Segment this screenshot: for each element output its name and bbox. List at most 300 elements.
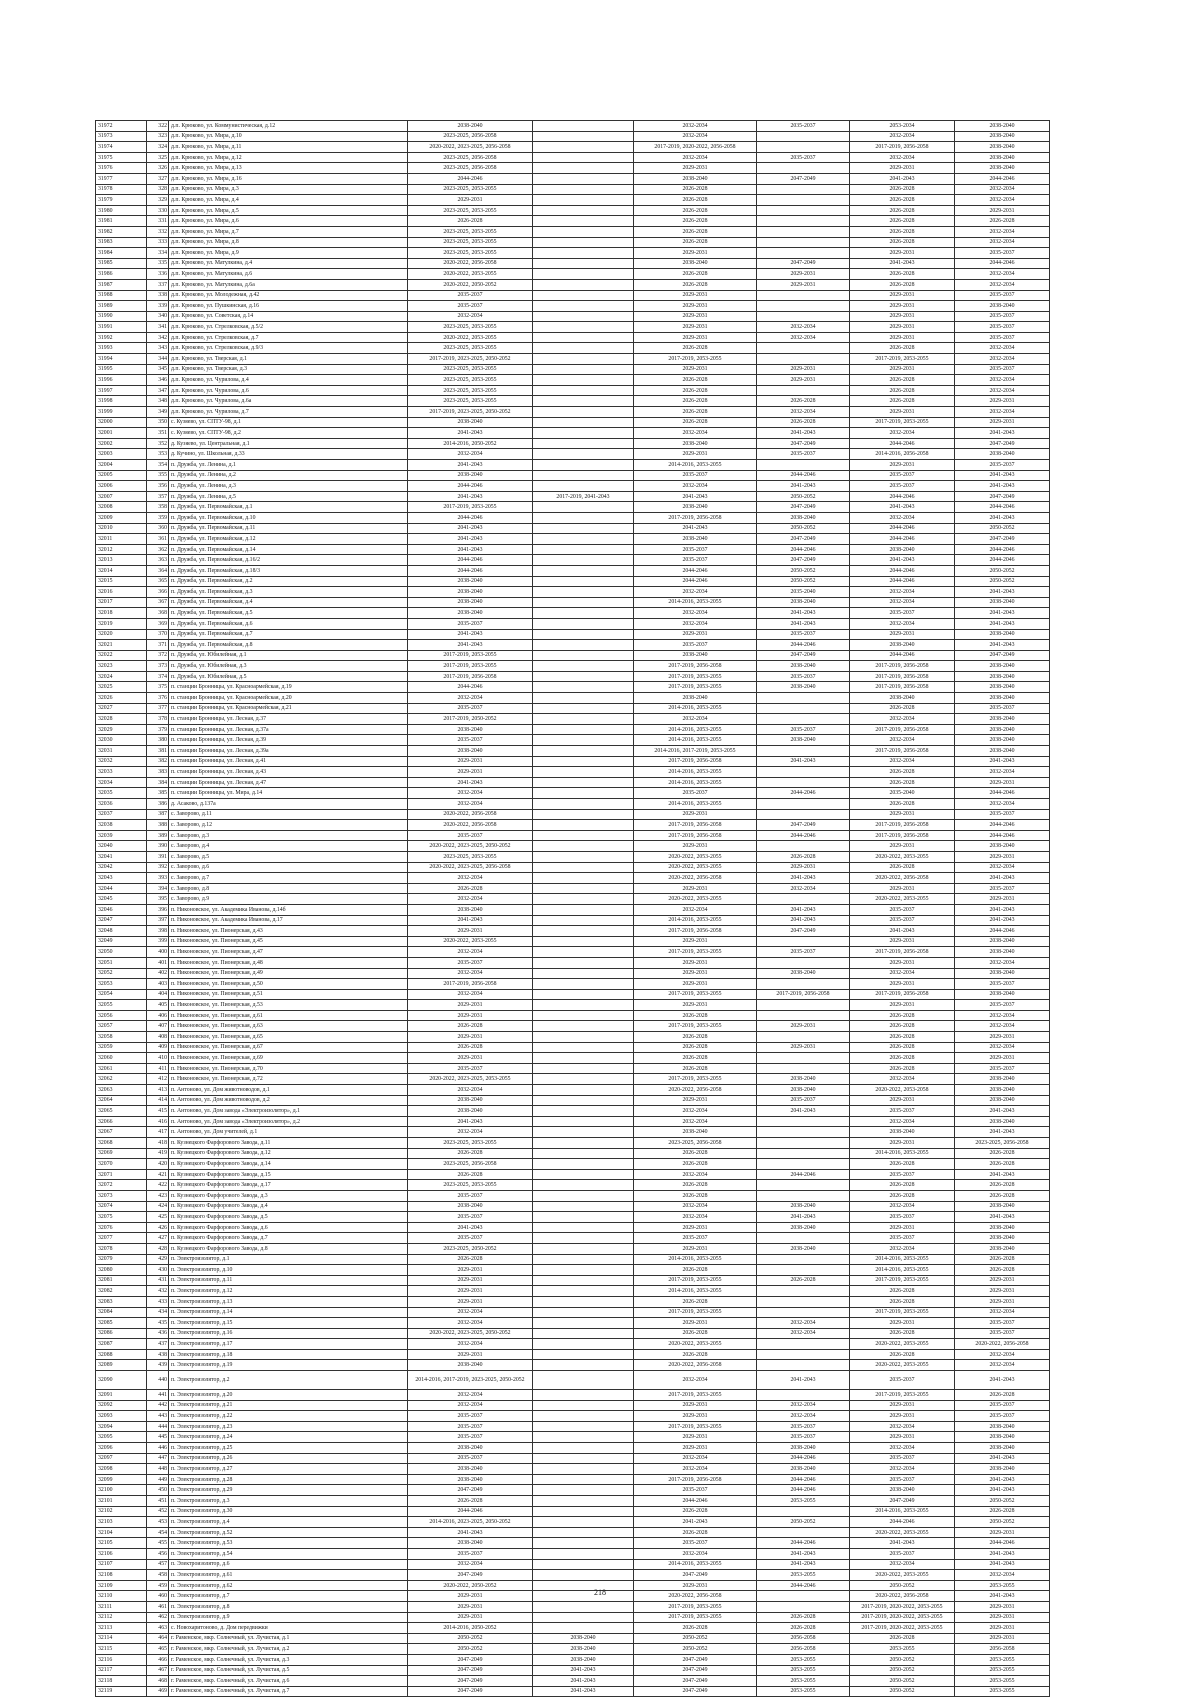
table-row <box>96 1233 1050 1244</box>
row-number-cell: 361 <box>147 534 169 545</box>
period-col-1-cell: 2032-2034 <box>408 989 533 1000</box>
period-col-1-cell: 2035-2037 <box>408 1421 533 1432</box>
period-col-5-cell: 2026-2028 <box>850 1349 955 1360</box>
period-col-1-cell: 2047-2049 <box>408 1485 533 1496</box>
period-col-2-cell <box>533 237 634 248</box>
address-cell: п. Дружба, ул. Первомайская, д.14 <box>169 544 408 555</box>
period-col-5-cell: 2041-2043 <box>850 502 955 513</box>
row-number-cell: 364 <box>147 565 169 576</box>
period-col-3-cell: 2029-2031 <box>634 957 757 968</box>
period-col-1-cell: 2020-2022, 2056-2058 <box>408 809 533 820</box>
period-col-2-cell <box>533 1212 634 1223</box>
period-col-4-cell: 2035-2037 <box>757 1421 850 1432</box>
row-id-cell: 32031 <box>96 746 147 757</box>
period-col-3-cell: 2017-2019, 2053-2055 <box>634 1275 757 1286</box>
period-col-4-cell: 2038-2040 <box>757 1085 850 1096</box>
period-col-3-cell: 2020-2022, 2056-2058 <box>634 1360 757 1371</box>
period-col-4-cell: 2041-2043 <box>757 618 850 629</box>
table-row <box>96 830 1050 841</box>
table-row <box>96 1517 1050 1528</box>
row-number-cell: 459 <box>147 1580 169 1591</box>
period-col-1-cell: 2023-2025, 2056-2058 <box>408 163 533 174</box>
row-number-cell: 404 <box>147 989 169 1000</box>
period-col-6-cell: 2044-2046 <box>955 544 1050 555</box>
period-col-5-cell: 2017-2019, 2056-2058 <box>850 682 955 693</box>
period-col-5-cell: 2014-2016, 2053-2055 <box>850 1265 955 1276</box>
period-col-3-cell: 2032-2034 <box>634 1116 757 1127</box>
period-col-6-cell: 2023-2025, 2056-2058 <box>955 1138 1050 1149</box>
period-col-4-cell <box>757 1190 850 1201</box>
row-number-cell: 331 <box>147 216 169 227</box>
period-col-5-cell: 2026-2028 <box>850 1328 955 1339</box>
row-id-cell: 32013 <box>96 555 147 566</box>
address-cell: п. Антоново, ул. Дом завода «Электроизолятор», д.1 <box>169 1106 408 1117</box>
row-number-cell: 394 <box>147 883 169 894</box>
period-col-2-cell <box>533 597 634 608</box>
row-number-cell: 332 <box>147 226 169 237</box>
address-cell: д.п. Крюково, ул. Мира, д.13 <box>169 163 408 174</box>
address-cell: п. Дружба, ул. Первомайская, д.8 <box>169 640 408 651</box>
period-col-4-cell: 2047-2049 <box>757 502 850 513</box>
period-col-5-cell: 2026-2028 <box>850 1032 955 1043</box>
period-col-1-cell: 2023-2025, 2053-2055 <box>408 396 533 407</box>
period-col-1-cell: 2032-2034 <box>408 1318 533 1329</box>
table-row <box>96 587 1050 598</box>
table-row <box>96 1485 1050 1496</box>
row-id-cell: 31984 <box>96 248 147 259</box>
period-col-6-cell: 2032-2034 <box>955 957 1050 968</box>
row-number-cell: 323 <box>147 131 169 142</box>
row-id-cell: 32002 <box>96 438 147 449</box>
period-col-3-cell: 2017-2019, 2053-2055 <box>634 1612 757 1623</box>
row-number-cell: 392 <box>147 862 169 873</box>
period-col-6-cell: 2035-2037 <box>955 332 1050 343</box>
row-number-cell: 397 <box>147 915 169 926</box>
period-col-6-cell: 2032-2034 <box>955 354 1050 365</box>
period-col-6-cell: 2038-2040 <box>955 1222 1050 1233</box>
table-row <box>96 1548 1050 1559</box>
period-col-3-cell: 2026-2028 <box>634 407 757 418</box>
period-col-2-cell <box>533 968 634 979</box>
period-col-1-cell: 2032-2034 <box>408 1127 533 1138</box>
period-col-1-cell: 2038-2040 <box>408 1106 533 1117</box>
address-cell: п. Дружба, ул. Первомайская, д.18/3 <box>169 565 408 576</box>
period-col-2-cell <box>533 809 634 820</box>
period-col-3-cell: 2029-2031 <box>634 332 757 343</box>
period-col-4-cell: 2035-2037 <box>757 1095 850 1106</box>
period-col-2-cell <box>533 248 634 259</box>
row-number-cell: 324 <box>147 142 169 153</box>
period-col-2-cell <box>533 904 634 915</box>
period-col-4-cell: 2053-2055 <box>757 1686 850 1697</box>
address-cell: п. Кузнецкого Фарфорового Завода, д.12 <box>169 1148 408 1159</box>
table-row <box>96 417 1050 428</box>
address-cell: п. Электроизолятор, д.23 <box>169 1421 408 1432</box>
row-number-cell: 339 <box>147 301 169 312</box>
row-number-cell: 370 <box>147 629 169 640</box>
row-number-cell: 335 <box>147 258 169 269</box>
row-id-cell: 32022 <box>96 650 147 661</box>
period-col-6-cell: 2026-2028 <box>955 1265 1050 1276</box>
period-col-1-cell: 2026-2028 <box>408 1042 533 1053</box>
period-col-2-cell <box>533 1085 634 1096</box>
period-col-5-cell: 2014-2016, 2053-2055 <box>850 1148 955 1159</box>
period-col-5-cell: 2026-2028 <box>850 862 955 873</box>
period-col-5-cell: 2035-2037 <box>850 1212 955 1223</box>
row-id-cell: 32038 <box>96 820 147 831</box>
period-col-4-cell: 2041-2043 <box>757 1212 850 1223</box>
row-id-cell: 32010 <box>96 523 147 534</box>
period-col-4-cell: 2050-2052 <box>757 1517 850 1528</box>
period-col-1-cell: 2038-2040 <box>408 1538 533 1549</box>
period-col-5-cell: 2017-2019, 2053-2055 <box>850 1390 955 1401</box>
period-col-4-cell: 2026-2028 <box>757 1275 850 1286</box>
address-cell: п. станции Бронницы, ул. Красноармейская, д.21 <box>169 703 408 714</box>
period-col-4-cell <box>757 216 850 227</box>
period-col-3-cell: 2032-2034 <box>634 481 757 492</box>
row-number-cell: 466 <box>147 1654 169 1665</box>
period-col-3-cell: 2029-2031 <box>634 1222 757 1233</box>
period-col-2-cell <box>533 915 634 926</box>
table-row <box>96 248 1050 259</box>
address-cell: д.п. Крюково, ул. Тверская, д.1 <box>169 354 408 365</box>
period-col-6-cell: 2041-2043 <box>955 1106 1050 1117</box>
table-row <box>96 661 1050 672</box>
period-col-3-cell: 2026-2028 <box>634 1328 757 1339</box>
row-id-cell: 32067 <box>96 1127 147 1138</box>
table-row <box>96 1453 1050 1464</box>
address-cell: п. станции Бронницы, ул. Лесная, д.39 <box>169 735 408 746</box>
period-col-6-cell: 2041-2043 <box>955 1453 1050 1464</box>
period-col-4-cell: 2035-2040 <box>757 587 850 598</box>
row-number-cell: 357 <box>147 491 169 502</box>
address-cell: п. Электроизолятор, д.10 <box>169 1265 408 1276</box>
period-col-2-cell: 2038-2040 <box>533 1633 634 1644</box>
period-col-3-cell: 2029-2031 <box>634 968 757 979</box>
period-col-5-cell: 2026-2028 <box>850 375 955 386</box>
period-col-3-cell: 2026-2028 <box>634 279 757 290</box>
period-col-2-cell <box>533 1243 634 1254</box>
table-row <box>96 682 1050 693</box>
row-number-cell: 347 <box>147 385 169 396</box>
table-row <box>96 481 1050 492</box>
period-col-6-cell: 2026-2028 <box>955 1180 1050 1191</box>
address-cell: п. Электроизолятор, д.27 <box>169 1464 408 1475</box>
period-col-2-cell <box>533 1400 634 1411</box>
row-number-cell: 378 <box>147 714 169 725</box>
period-col-5-cell: 2026-2028 <box>850 396 955 407</box>
period-col-2-cell <box>533 1623 634 1634</box>
table-row <box>96 1474 1050 1485</box>
period-col-3-cell: 2026-2028 <box>634 1190 757 1201</box>
row-id-cell: 32036 <box>96 799 147 810</box>
row-number-cell: 353 <box>147 449 169 460</box>
period-col-1-cell: 2026-2028 <box>408 1254 533 1265</box>
period-col-6-cell: 2032-2034 <box>955 799 1050 810</box>
row-number-cell: 354 <box>147 460 169 471</box>
row-number-cell: 322 <box>147 121 169 132</box>
period-col-1-cell: 2032-2034 <box>408 968 533 979</box>
period-col-2-cell <box>533 1159 634 1170</box>
period-col-6-cell: 2038-2040 <box>955 1421 1050 1432</box>
row-id-cell: 32092 <box>96 1400 147 1411</box>
period-col-6-cell: 2029-2031 <box>955 777 1050 788</box>
period-col-3-cell: 2050-2052 <box>634 1633 757 1644</box>
table-row <box>96 788 1050 799</box>
row-id-cell: 32086 <box>96 1328 147 1339</box>
period-col-5-cell: 2032-2034 <box>850 714 955 725</box>
period-col-2-cell <box>533 979 634 990</box>
period-col-3-cell: 2020-2022, 2056-2058 <box>634 1085 757 1096</box>
period-col-5-cell: 2020-2022, 2053-2055 <box>850 894 955 905</box>
row-id-cell: 32100 <box>96 1485 147 1496</box>
table-row <box>96 1286 1050 1297</box>
address-cell: п. Электроизолятор, д.14 <box>169 1307 408 1318</box>
period-col-6-cell: 2041-2043 <box>955 1127 1050 1138</box>
row-number-cell: 344 <box>147 354 169 365</box>
row-id-cell: 31981 <box>96 216 147 227</box>
period-col-2-cell <box>533 1275 634 1286</box>
table-row <box>96 724 1050 735</box>
period-col-2-cell <box>533 502 634 513</box>
period-col-4-cell <box>757 1296 850 1307</box>
address-cell: д.п. Крюково, ул. Чурилова, д.6а <box>169 396 408 407</box>
period-col-3-cell: 2047-2049 <box>634 1665 757 1676</box>
period-col-1-cell: 2038-2040 <box>408 1443 533 1454</box>
address-cell: п. станции Бронницы, ул. Красноармейская, д.20 <box>169 693 408 704</box>
period-col-2-cell <box>533 481 634 492</box>
period-col-6-cell: 2035-2037 <box>955 248 1050 259</box>
row-number-cell: 419 <box>147 1148 169 1159</box>
period-col-4-cell: 2044-2046 <box>757 1538 850 1549</box>
period-col-2-cell <box>533 661 634 672</box>
period-col-6-cell: 2038-2040 <box>955 968 1050 979</box>
period-col-2-cell <box>533 152 634 163</box>
period-col-6-cell: 2035-2037 <box>955 883 1050 894</box>
period-col-2-cell <box>533 650 634 661</box>
address-cell: п. Кузнецкого Фарфорового Завода, д.15 <box>169 1169 408 1180</box>
period-col-5-cell: 2026-2028 <box>850 237 955 248</box>
period-col-5-cell: 2026-2028 <box>850 1010 955 1021</box>
period-col-2-cell <box>533 279 634 290</box>
period-col-1-cell: 2041-2043 <box>408 544 533 555</box>
period-col-4-cell: 2038-2040 <box>757 597 850 608</box>
address-cell: д.п. Крюково, ул. Мира, д.11 <box>169 142 408 153</box>
period-col-3-cell: 2017-2019, 2053-2055 <box>634 1307 757 1318</box>
period-col-1-cell: 2041-2043 <box>408 1116 533 1127</box>
table-row <box>96 1411 1050 1422</box>
period-col-3-cell: 2026-2028 <box>634 269 757 280</box>
period-col-6-cell: 2029-2031 <box>955 1286 1050 1297</box>
period-col-6-cell: 2053-2055 <box>955 1676 1050 1687</box>
row-number-cell: 367 <box>147 597 169 608</box>
period-col-4-cell <box>757 311 850 322</box>
row-id-cell: 32079 <box>96 1254 147 1265</box>
period-col-4-cell: 2026-2028 <box>757 1612 850 1623</box>
table-row <box>96 279 1050 290</box>
table-row <box>96 1254 1050 1265</box>
address-cell: п. Электроизолятор, д.3 <box>169 1496 408 1507</box>
address-cell: п. Дружба, ул. Первомайская, д.2 <box>169 576 408 587</box>
row-id-cell: 32041 <box>96 851 147 862</box>
period-col-5-cell: 2029-2031 <box>850 301 955 312</box>
row-id-cell: 32053 <box>96 979 147 990</box>
period-col-1-cell: 2023-2025, 2053-2055 <box>408 205 533 216</box>
period-col-4-cell: 2050-2052 <box>757 576 850 587</box>
period-col-3-cell: 2026-2028 <box>634 1148 757 1159</box>
address-cell: п. Дружба, ул. Первомайская, д.7 <box>169 629 408 640</box>
period-col-2-cell: 2017-2019, 2041-2043 <box>533 491 634 502</box>
period-col-2-cell <box>533 332 634 343</box>
table-row <box>96 799 1050 810</box>
period-col-5-cell: 2032-2034 <box>850 968 955 979</box>
address-cell: д.п. Крюково, ул. Мира, д.6 <box>169 216 408 227</box>
row-number-cell: 458 <box>147 1570 169 1581</box>
period-col-5-cell: 2032-2034 <box>850 512 955 523</box>
address-cell: п. Электроизолятор, д.18 <box>169 1349 408 1360</box>
period-col-5-cell: 2014-2016, 2056-2058 <box>850 449 955 460</box>
period-col-2-cell <box>533 322 634 333</box>
period-col-4-cell: 2041-2043 <box>757 915 850 926</box>
table-row <box>96 512 1050 523</box>
address-cell: п. Дружба, ул. Первомайская, д.6 <box>169 618 408 629</box>
period-col-1-cell: 2038-2040 <box>408 904 533 915</box>
period-col-5-cell: 2026-2028 <box>850 799 955 810</box>
period-col-2-cell <box>533 460 634 471</box>
period-col-5-cell: 2038-2040 <box>850 1127 955 1138</box>
period-col-6-cell: 2041-2043 <box>955 640 1050 651</box>
period-col-5-cell: 2026-2028 <box>850 1042 955 1053</box>
table-row <box>96 152 1050 163</box>
row-id-cell: 31973 <box>96 131 147 142</box>
row-id-cell: 32045 <box>96 894 147 905</box>
table-row <box>96 1506 1050 1517</box>
period-col-1-cell: 2029-2031 <box>408 767 533 778</box>
period-col-5-cell: 2017-2019, 2053-2055 <box>850 417 955 428</box>
period-col-6-cell: 2038-2040 <box>955 1443 1050 1454</box>
period-col-4-cell: 2038-2040 <box>757 512 850 523</box>
period-col-2-cell: 2041-2043 <box>533 1665 634 1676</box>
row-id-cell: 32049 <box>96 936 147 947</box>
table-row <box>96 851 1050 862</box>
period-col-1-cell: 2038-2040 <box>408 121 533 132</box>
address-cell: п. Электроизолятор, д.29 <box>169 1485 408 1496</box>
row-id-cell: 31987 <box>96 279 147 290</box>
row-number-cell: 401 <box>147 957 169 968</box>
row-number-cell: 348 <box>147 396 169 407</box>
period-col-6-cell: 2026-2028 <box>955 1254 1050 1265</box>
period-col-3-cell: 2035-2037 <box>634 1538 757 1549</box>
row-number-cell: 341 <box>147 322 169 333</box>
period-col-4-cell: 2032-2034 <box>757 1328 850 1339</box>
row-id-cell: 32116 <box>96 1654 147 1665</box>
table-row <box>96 873 1050 884</box>
period-col-6-cell: 2050-2052 <box>955 523 1050 534</box>
period-col-4-cell: 2053-2055 <box>757 1496 850 1507</box>
period-col-3-cell: 2032-2034 <box>634 618 757 629</box>
address-cell: с. Заворово, д.11 <box>169 809 408 820</box>
row-id-cell: 32052 <box>96 968 147 979</box>
address-cell: п. Электроизолятор, д.53 <box>169 1538 408 1549</box>
period-col-1-cell: 2029-2031 <box>408 1601 533 1612</box>
row-id-cell: 32050 <box>96 947 147 958</box>
period-col-1-cell: 2041-2043 <box>408 629 533 640</box>
period-col-2-cell <box>533 883 634 894</box>
address-cell: п. Электроизолятор, д.9 <box>169 1612 408 1623</box>
period-col-5-cell: 2026-2028 <box>850 1190 955 1201</box>
period-col-5-cell: 2017-2019, 2056-2058 <box>850 142 955 153</box>
period-col-6-cell: 2050-2052 <box>955 576 1050 587</box>
table-row <box>96 491 1050 502</box>
table-row <box>96 1496 1050 1507</box>
row-number-cell: 398 <box>147 926 169 937</box>
address-cell: д.п. Крюково, ул. Молодежная, д.42 <box>169 290 408 301</box>
period-col-6-cell: 2029-2031 <box>955 894 1050 905</box>
period-col-1-cell: 2041-2043 <box>408 915 533 926</box>
period-col-3-cell: 2029-2031 <box>634 809 757 820</box>
period-col-5-cell: 2029-2031 <box>850 332 955 343</box>
period-col-3-cell: 2014-2016, 2053-2055 <box>634 1286 757 1297</box>
period-col-1-cell: 2023-2025, 2053-2055 <box>408 237 533 248</box>
period-col-1-cell: 2032-2034 <box>408 788 533 799</box>
row-id-cell: 32044 <box>96 883 147 894</box>
table-row <box>96 1318 1050 1329</box>
period-col-3-cell: 2032-2034 <box>634 131 757 142</box>
period-col-6-cell: 2032-2034 <box>955 385 1050 396</box>
table-row <box>96 1559 1050 1570</box>
period-col-1-cell: 2026-2028 <box>408 1021 533 1032</box>
row-id-cell: 32105 <box>96 1538 147 1549</box>
period-col-4-cell <box>757 777 850 788</box>
row-number-cell: 427 <box>147 1233 169 1244</box>
period-col-3-cell: 2044-2046 <box>634 1496 757 1507</box>
period-col-2-cell <box>533 576 634 587</box>
row-id-cell: 31982 <box>96 226 147 237</box>
row-number-cell: 462 <box>147 1612 169 1623</box>
period-col-5-cell: 2032-2034 <box>850 1074 955 1085</box>
period-col-5-cell: 2035-2037 <box>850 1106 955 1117</box>
table-row <box>96 163 1050 174</box>
address-cell: п. Электроизолятор, д.4 <box>169 1517 408 1528</box>
address-cell: п. Кузнецкого Фарфорового Завода, д.5 <box>169 1212 408 1223</box>
period-col-1-cell: 2023-2025, 2053-2055 <box>408 184 533 195</box>
row-number-cell: 447 <box>147 1453 169 1464</box>
period-col-1-cell: 2035-2037 <box>408 1212 533 1223</box>
table-row <box>96 968 1050 979</box>
address-cell: с. Заворово, д.8 <box>169 883 408 894</box>
period-col-2-cell <box>533 375 634 386</box>
period-col-5-cell: 2029-2031 <box>850 1095 955 1106</box>
period-col-2-cell <box>533 1000 634 1011</box>
period-col-2-cell <box>533 173 634 184</box>
period-col-4-cell: 2053-2055 <box>757 1654 850 1665</box>
row-number-cell: 406 <box>147 1010 169 1021</box>
period-col-1-cell: 2017-2019, 2053-2055 <box>408 650 533 661</box>
period-col-4-cell: 2038-2040 <box>757 661 850 672</box>
row-id-cell: 31986 <box>96 269 147 280</box>
table-row <box>96 1328 1050 1339</box>
row-id-cell: 32062 <box>96 1074 147 1085</box>
period-col-6-cell: 2041-2043 <box>955 1591 1050 1602</box>
row-id-cell: 32003 <box>96 449 147 460</box>
row-number-cell: 373 <box>147 661 169 672</box>
period-col-1-cell: 2023-2025, 2053-2055 <box>408 1180 533 1191</box>
period-col-1-cell: 2044-2046 <box>408 481 533 492</box>
row-id-cell: 31979 <box>96 195 147 206</box>
period-col-5-cell: 2029-2031 <box>850 841 955 852</box>
period-col-3-cell: 2026-2028 <box>634 195 757 206</box>
period-col-4-cell <box>757 1360 850 1371</box>
